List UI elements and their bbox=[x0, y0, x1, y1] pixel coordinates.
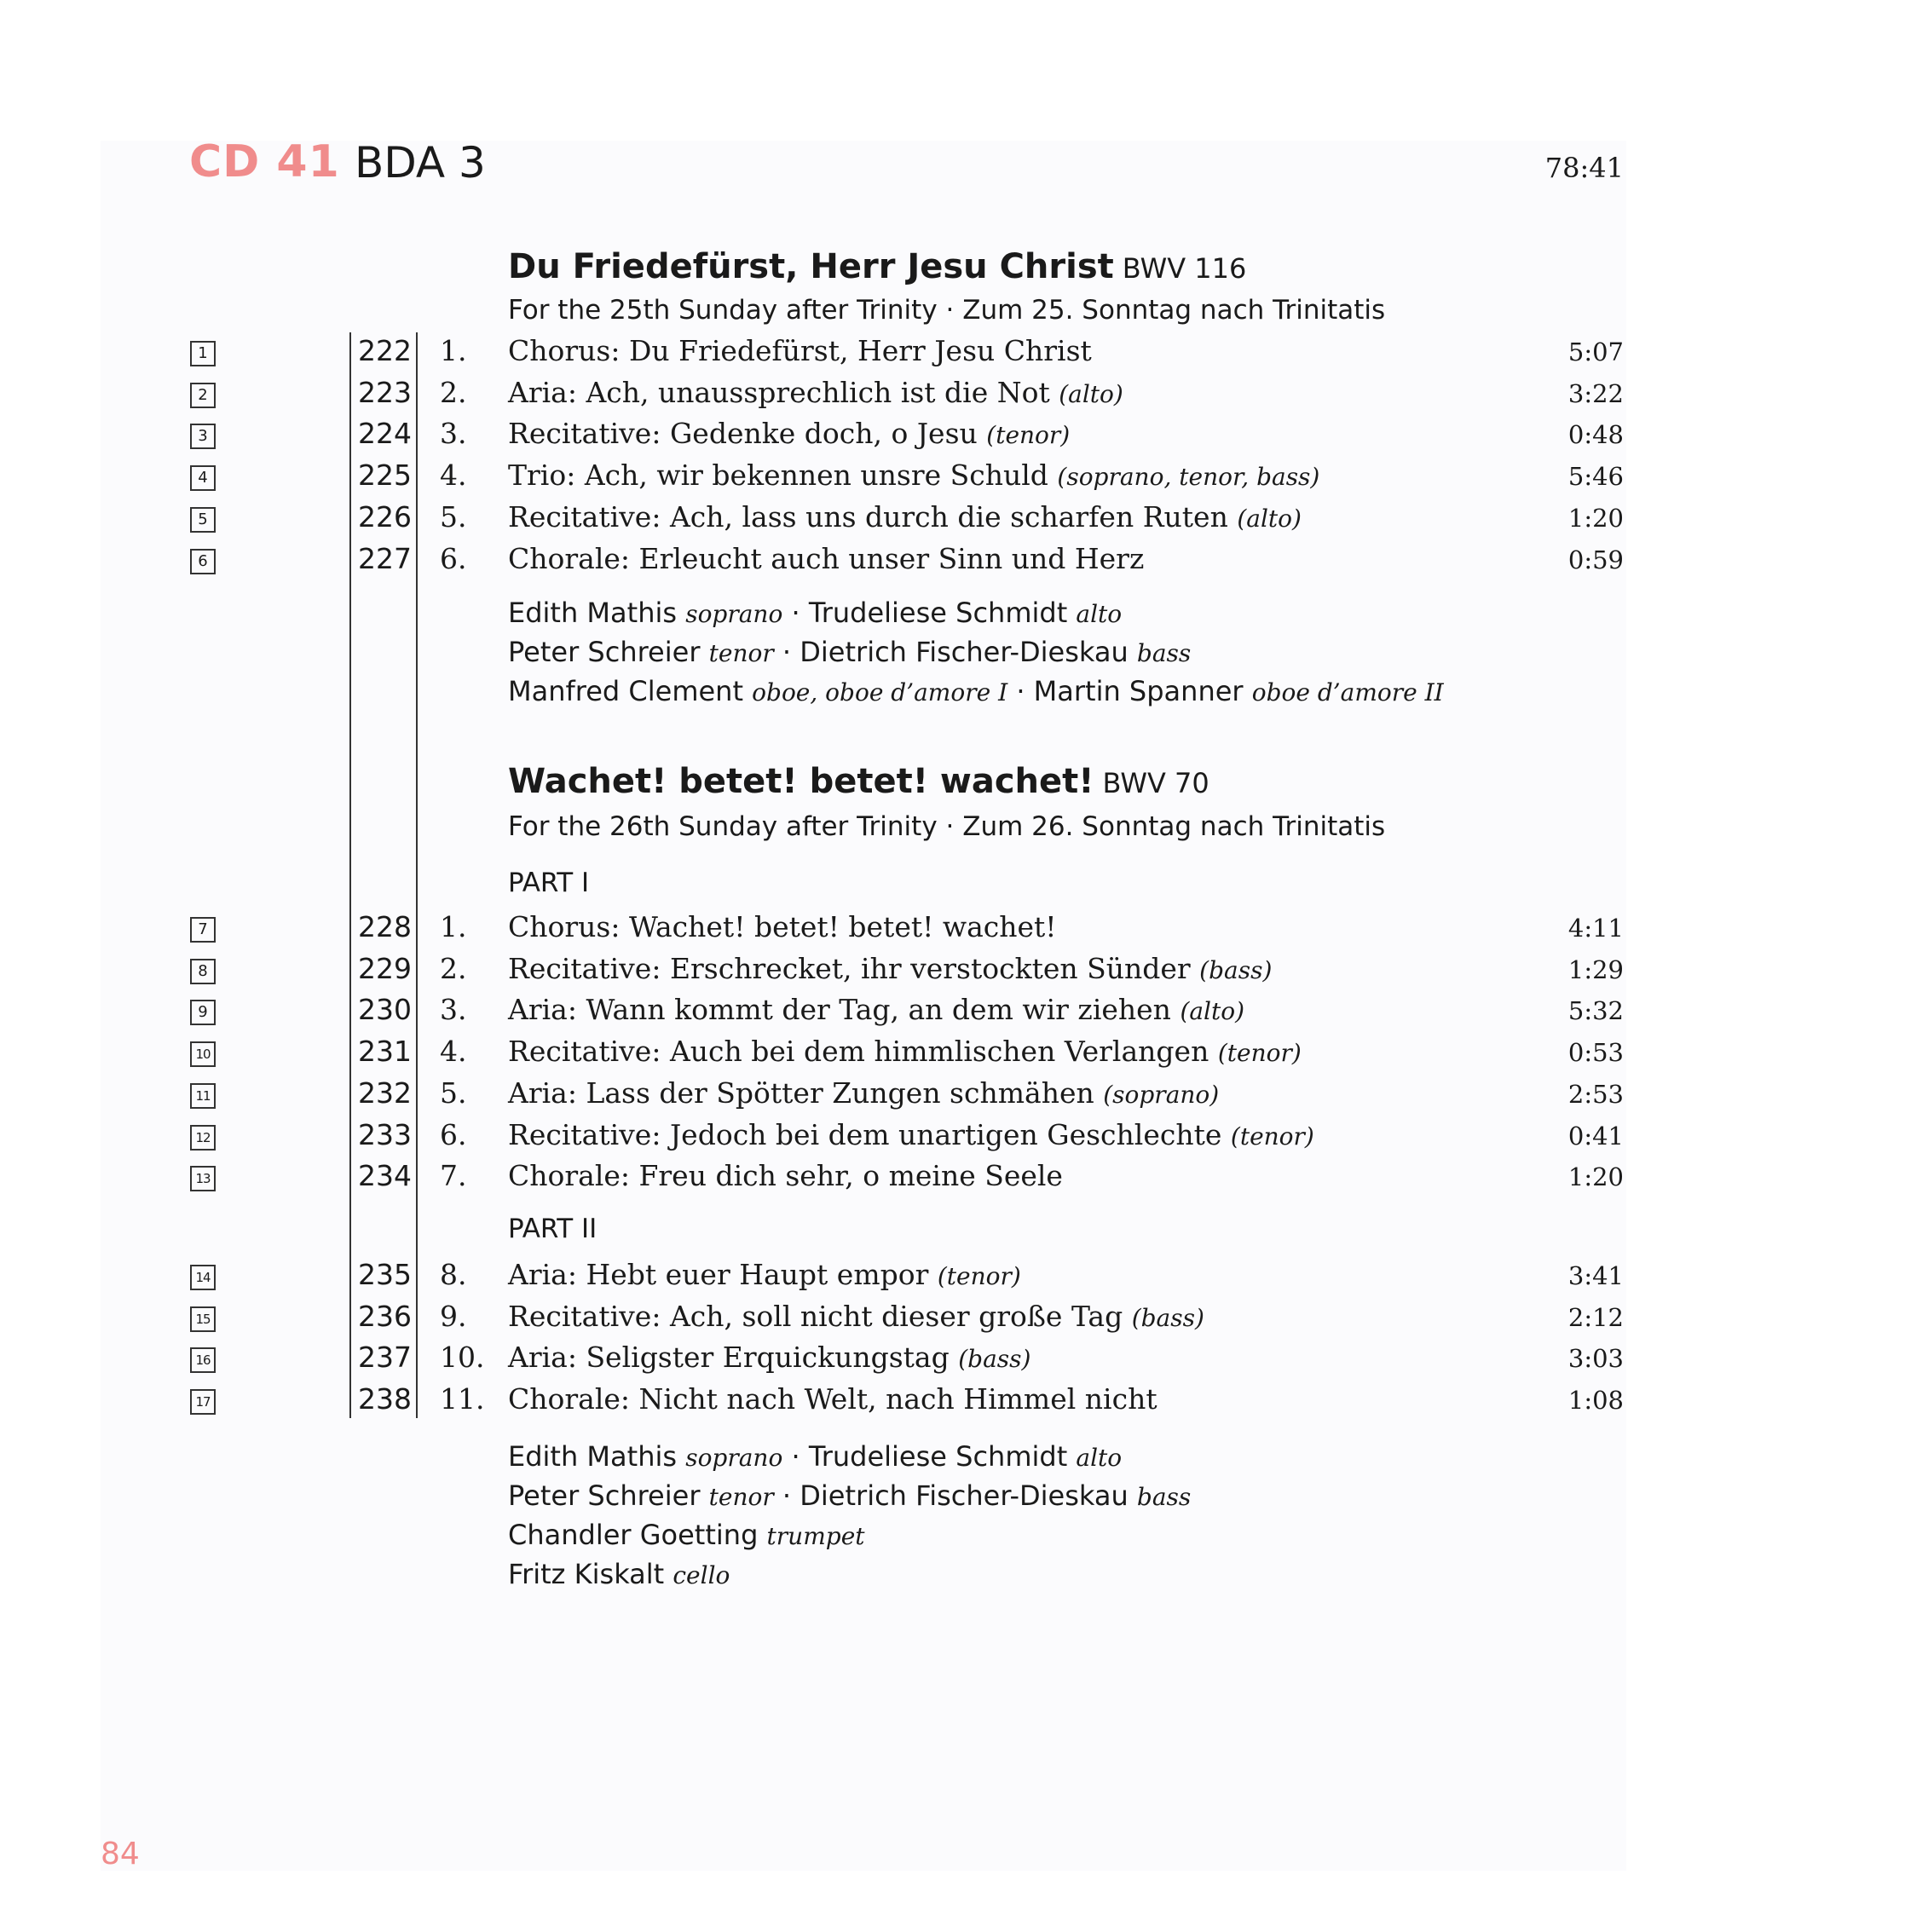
performer-name: Manfred Clement bbox=[508, 675, 743, 707]
movement-name: Aria: Lass der Spötter Zungen schmähen bbox=[508, 1076, 1094, 1110]
movement-name: Aria: Ach, unaussprechlich ist die Not bbox=[508, 375, 1050, 409]
movement-number: 11. bbox=[440, 1382, 485, 1416]
movement-title bbox=[508, 1035, 1302, 1068]
performer-role: oboe, oboe d’amore I bbox=[752, 678, 1008, 706]
disc-track-number: 237 bbox=[358, 1341, 412, 1375]
total-duration: 78:41 bbox=[1544, 152, 1624, 184]
part-label-2: PART II bbox=[508, 1214, 597, 1244]
performer-name: Peter Schreier bbox=[508, 636, 701, 668]
track-duration: 5:32 bbox=[1567, 996, 1624, 1026]
performer-role: soprano bbox=[685, 1444, 783, 1472]
movement-title bbox=[508, 417, 1070, 450]
performer-name: Martin Spanner bbox=[1033, 675, 1244, 707]
disc-track-number: 229 bbox=[358, 951, 412, 985]
cd-track-index: 4 bbox=[190, 465, 216, 491]
cd-title: BDA 3 bbox=[355, 138, 486, 187]
movement-number: 9. bbox=[440, 1299, 467, 1333]
track-duration: 1:29 bbox=[1567, 954, 1624, 984]
work-bwv: BWV 116 bbox=[1122, 252, 1247, 285]
track-row[interactable] bbox=[0, 1159, 1905, 1200]
cd-track-index: 10 bbox=[190, 1041, 216, 1067]
movement-number: 2. bbox=[440, 951, 467, 985]
movement-number: 1. bbox=[440, 910, 467, 943]
separator: · bbox=[773, 1479, 800, 1512]
movement-number: 3. bbox=[440, 417, 467, 451]
movement-number: 5. bbox=[440, 1076, 467, 1110]
track-duration: 5:46 bbox=[1567, 462, 1624, 492]
movement-number: 1. bbox=[440, 334, 467, 367]
track-duration: 3:22 bbox=[1567, 378, 1624, 408]
disc-track-number: 224 bbox=[358, 417, 412, 451]
performer-name: Edith Mathis bbox=[508, 597, 678, 629]
movement-title bbox=[508, 910, 1057, 943]
performer-role: soprano bbox=[685, 600, 783, 628]
movement-number: 6. bbox=[440, 1117, 467, 1151]
movement-name: Recitative: Auch bei dem himmlischen Verlangen bbox=[508, 1035, 1209, 1069]
page-number: 84 bbox=[101, 1837, 140, 1871]
track-duration: 3:03 bbox=[1567, 1344, 1624, 1374]
voice-part: (bass) bbox=[1131, 1303, 1204, 1332]
movement-title bbox=[508, 1159, 1063, 1192]
track-row[interactable] bbox=[0, 993, 1905, 1034]
performer-name: Edith Mathis bbox=[508, 1440, 678, 1473]
movement-number: 6. bbox=[440, 541, 467, 575]
cd-track-index: 7 bbox=[190, 917, 216, 943]
track-row[interactable] bbox=[0, 1382, 1905, 1423]
cd-number: CD 41 bbox=[189, 136, 340, 187]
movement-name: Aria: Wann kommt der Tag, an dem wir ziehen bbox=[508, 993, 1171, 1027]
movement-title bbox=[508, 1341, 1030, 1374]
movement-name: Recitative: Jedoch bei dem unartigen Geschlechte bbox=[508, 1117, 1222, 1151]
movement-title bbox=[508, 376, 1123, 409]
performer-name: Trudeliese Schmidt bbox=[808, 1440, 1068, 1473]
movement-name: Chorale: Erleucht auch unser Sinn und Herz bbox=[508, 541, 1145, 575]
movement-number: 2. bbox=[440, 375, 467, 409]
track-row[interactable] bbox=[0, 1076, 1905, 1117]
performer-role: tenor bbox=[708, 1483, 774, 1511]
performer-name: Dietrich Fischer-Dieskau bbox=[800, 636, 1129, 668]
performer-name: Chandler Goetting bbox=[508, 1519, 759, 1551]
movement-number: 4. bbox=[440, 1035, 467, 1069]
voice-part: (bass) bbox=[958, 1345, 1031, 1374]
track-row[interactable] bbox=[0, 952, 1905, 993]
track-duration: 0:53 bbox=[1567, 1038, 1624, 1068]
voice-part: (soprano, tenor, bass) bbox=[1057, 463, 1320, 492]
separator: · bbox=[782, 597, 809, 629]
cd-track-index: 13 bbox=[190, 1166, 216, 1191]
movement-title bbox=[508, 334, 1092, 367]
work-subtitle-bwv70: For the 26th Sunday after Trinity · Zum 26. Sonntag nach Trinitatis bbox=[508, 811, 1386, 842]
movement-name: Recitative: Ach, lass uns durch die scharfen Ruten bbox=[508, 499, 1228, 533]
track-row[interactable] bbox=[0, 500, 1905, 541]
voice-part: (alto) bbox=[1237, 504, 1302, 533]
disc-track-number: 227 bbox=[358, 541, 412, 575]
track-duration: 2:12 bbox=[1567, 1302, 1624, 1332]
work-title-bwv70 bbox=[508, 762, 1209, 801]
movement-name: Aria: Seligster Erquickungstag bbox=[508, 1341, 950, 1375]
cd-track-index: 12 bbox=[190, 1125, 216, 1151]
movement-number: 7. bbox=[440, 1159, 467, 1193]
performer-line bbox=[508, 597, 1122, 629]
performer-name: Peter Schreier bbox=[508, 1479, 701, 1512]
track-row[interactable] bbox=[0, 1258, 1905, 1299]
movement-title bbox=[508, 458, 1319, 492]
performer-line bbox=[508, 1479, 1191, 1512]
voice-part: (soprano) bbox=[1103, 1080, 1220, 1109]
cd-track-index: 15 bbox=[190, 1306, 216, 1332]
performer-role: oboe d’amore II bbox=[1251, 678, 1444, 706]
work-title-bwv116 bbox=[508, 247, 1246, 286]
performer-name: Trudeliese Schmidt bbox=[808, 597, 1068, 629]
disc-track-number: 236 bbox=[358, 1299, 412, 1333]
movement-name: Trio: Ach, wir bekennen unsre Schuld bbox=[508, 458, 1048, 493]
movement-title bbox=[508, 500, 1302, 533]
disc-track-number: 231 bbox=[358, 1035, 412, 1069]
part-label-1: PART I bbox=[508, 868, 590, 898]
track-duration: 4:11 bbox=[1567, 914, 1624, 943]
track-row[interactable] bbox=[0, 1035, 1905, 1076]
voice-part: (alto) bbox=[1059, 379, 1123, 408]
performer-line bbox=[508, 1519, 865, 1551]
disc-track-number: 228 bbox=[358, 910, 412, 943]
movement-number: 3. bbox=[440, 993, 467, 1027]
separator: · bbox=[773, 636, 800, 668]
performer-role: cello bbox=[673, 1561, 730, 1589]
disc-track-number: 230 bbox=[358, 993, 412, 1027]
voice-part: (tenor) bbox=[937, 1262, 1021, 1290]
movement-title bbox=[508, 542, 1144, 575]
movement-number: 4. bbox=[440, 458, 467, 493]
voice-part: (tenor) bbox=[1217, 1039, 1302, 1068]
cd-track-index: 17 bbox=[190, 1389, 216, 1415]
track-row[interactable] bbox=[0, 1341, 1905, 1381]
cd-track-index: 5 bbox=[190, 507, 216, 533]
disc-track-number: 233 bbox=[358, 1117, 412, 1151]
performer-role: alto bbox=[1076, 600, 1123, 628]
movement-number: 10. bbox=[440, 1341, 485, 1375]
cd-track-index: 11 bbox=[190, 1083, 216, 1109]
disc-track-number: 223 bbox=[358, 375, 412, 409]
voice-part: (tenor) bbox=[986, 421, 1071, 450]
track-duration: 1:20 bbox=[1567, 503, 1624, 533]
movement-name: Recitative: Ach, soll nicht dieser große Tag bbox=[508, 1299, 1123, 1333]
cd-track-index: 14 bbox=[190, 1265, 216, 1290]
track-row[interactable] bbox=[0, 458, 1905, 499]
disc-track-number: 225 bbox=[358, 458, 412, 493]
work-title-text: Du Friedefürst, Herr Jesu Christ bbox=[508, 247, 1114, 286]
movement-number: 8. bbox=[440, 1258, 467, 1291]
separator: · bbox=[782, 1440, 809, 1473]
track-row[interactable] bbox=[0, 910, 1905, 951]
track-row[interactable] bbox=[0, 1118, 1905, 1159]
movement-title bbox=[508, 1258, 1021, 1291]
voice-part: (tenor) bbox=[1230, 1122, 1314, 1151]
track-row[interactable] bbox=[0, 376, 1905, 417]
performer-line bbox=[508, 1558, 730, 1590]
movement-name: Aria: Hebt euer Haupt empor bbox=[508, 1258, 929, 1291]
track-row[interactable] bbox=[0, 542, 1905, 583]
track-duration: 1:08 bbox=[1567, 1386, 1624, 1416]
track-row[interactable] bbox=[0, 334, 1905, 375]
track-duration: 1:20 bbox=[1567, 1162, 1624, 1192]
track-duration: 0:59 bbox=[1567, 545, 1624, 574]
track-row[interactable] bbox=[0, 417, 1905, 458]
performer-role: bass bbox=[1136, 1483, 1192, 1511]
movement-name: Chorus: Wachet! betet! betet! wachet! bbox=[508, 910, 1057, 943]
disc-track-number: 226 bbox=[358, 499, 412, 533]
performer-line bbox=[508, 1440, 1122, 1473]
voice-part: (alto) bbox=[1180, 997, 1245, 1026]
movement-title bbox=[508, 993, 1244, 1026]
cd-track-index: 9 bbox=[190, 1000, 216, 1025]
work-subtitle-bwv116: For the 25th Sunday after Trinity · Zum 25. Sonntag nach Trinitatis bbox=[508, 295, 1386, 326]
movement-name: Recitative: Gedenke doch, o Jesu bbox=[508, 417, 978, 451]
voice-part: (bass) bbox=[1199, 955, 1273, 984]
separator: · bbox=[1007, 675, 1034, 707]
cd-track-index: 8 bbox=[190, 959, 216, 984]
movement-title bbox=[508, 952, 1272, 985]
track-duration: 2:53 bbox=[1567, 1079, 1624, 1109]
cd-track-index: 6 bbox=[190, 549, 216, 574]
movement-number: 5. bbox=[440, 499, 467, 533]
disc-track-number: 234 bbox=[358, 1159, 412, 1193]
track-duration: 0:48 bbox=[1567, 420, 1624, 450]
performer-line bbox=[508, 675, 1444, 707]
movement-title bbox=[508, 1076, 1219, 1110]
performer-name: Fritz Kiskalt bbox=[508, 1558, 665, 1590]
disc-track-number: 235 bbox=[358, 1258, 412, 1291]
movement-name: Chorale: Nicht nach Welt, nach Himmel nicht bbox=[508, 1382, 1157, 1416]
movement-title bbox=[508, 1300, 1204, 1333]
performer-line bbox=[508, 636, 1191, 668]
disc-track-number: 232 bbox=[358, 1076, 412, 1110]
work-bwv: BWV 70 bbox=[1102, 767, 1209, 799]
performer-role: trumpet bbox=[766, 1522, 865, 1550]
movement-name: Chorus: Du Friedefürst, Herr Jesu Christ bbox=[508, 334, 1092, 367]
performer-role: alto bbox=[1076, 1444, 1123, 1472]
work-title-text: Wachet! betet! betet! wachet! bbox=[508, 762, 1094, 801]
movement-title bbox=[508, 1382, 1157, 1416]
track-duration: 0:41 bbox=[1567, 1121, 1624, 1151]
disc-track-number: 238 bbox=[358, 1382, 412, 1416]
performer-role: tenor bbox=[708, 639, 774, 667]
performer-name: Dietrich Fischer-Dieskau bbox=[800, 1479, 1129, 1512]
movement-name: Chorale: Freu dich sehr, o meine Seele bbox=[508, 1159, 1063, 1193]
movement-title bbox=[508, 1118, 1314, 1151]
performer-role: bass bbox=[1136, 639, 1192, 667]
track-row[interactable] bbox=[0, 1300, 1905, 1341]
cd-track-index: 3 bbox=[190, 424, 216, 449]
cd-track-index: 2 bbox=[190, 383, 216, 408]
track-duration: 5:07 bbox=[1567, 337, 1624, 366]
disc-track-number: 222 bbox=[358, 334, 412, 367]
track-duration: 3:41 bbox=[1567, 1261, 1624, 1290]
cd-track-index: 1 bbox=[190, 341, 216, 366]
cd-track-index: 16 bbox=[190, 1347, 216, 1373]
movement-name: Recitative: Erschrecket, ihr verstockten Sünder bbox=[508, 951, 1191, 985]
